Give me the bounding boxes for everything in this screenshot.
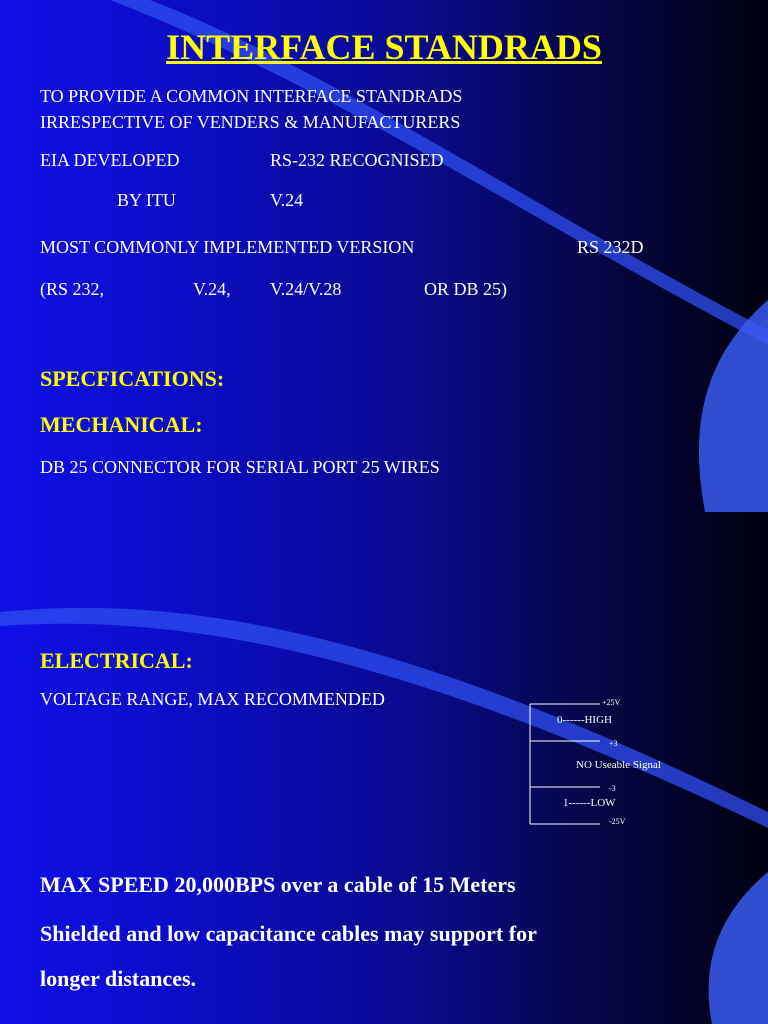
voltage-plus-3: +3 [609,739,618,748]
alt-name-v24: V.24, [193,279,231,299]
rs232-recognised: RS-232 RECOGNISED [270,150,444,170]
slide-title: INTERFACE STANDRADS [166,27,602,67]
low-label: 1------LOW [563,797,616,809]
high-label: 0------HIGH [557,714,612,726]
most-common-version: MOST COMMONLY IMPLEMENTED VERSION [40,237,415,257]
rs232d-label: RS 232D [577,237,644,257]
alt-name-v24-v28: V.24/V.28 [270,279,342,299]
max-speed-text: MAX SPEED 20,000BPS over a cable of 15 Meters [40,872,516,897]
purpose-line-2: IRRESPECTIVE OF VENDERS & MANUFACTURERS [40,112,461,132]
mechanical-heading: MECHANICAL: [40,412,203,437]
v24-label: V.24 [270,190,304,210]
by-itu: BY ITU [117,190,176,210]
purpose-line-1: TO PROVIDE A COMMON INTERFACE STANDRADS [40,86,463,106]
shielded-cables-line-1: Shielded and low capacitance cables may support for [40,921,537,946]
mechanical-text: DB 25 CONNECTOR FOR SERIAL PORT 25 WIRES [40,457,440,477]
shielded-cables-line-2: longer distances. [40,966,197,991]
alt-name-rs232: (RS 232, [40,279,105,299]
no-useable-signal: NO Useable Signal [576,759,661,771]
slide-2 [0,512,768,1024]
voltage-level-diagram [526,688,696,840]
specifications-heading: SPECFICATIONS: [40,366,225,391]
electrical-heading: ELECTRICAL: [40,648,193,673]
voltage-minus-25: -25V [609,817,626,826]
voltage-minus-3: -3 [609,784,616,793]
voltage-plus-25: +25V [602,698,621,707]
voltage-range-text: VOLTAGE RANGE, MAX RECOMMENDED [40,689,385,709]
eia-developed: EIA DEVELOPED [40,150,180,170]
alt-name-db25: OR DB 25) [424,279,508,299]
